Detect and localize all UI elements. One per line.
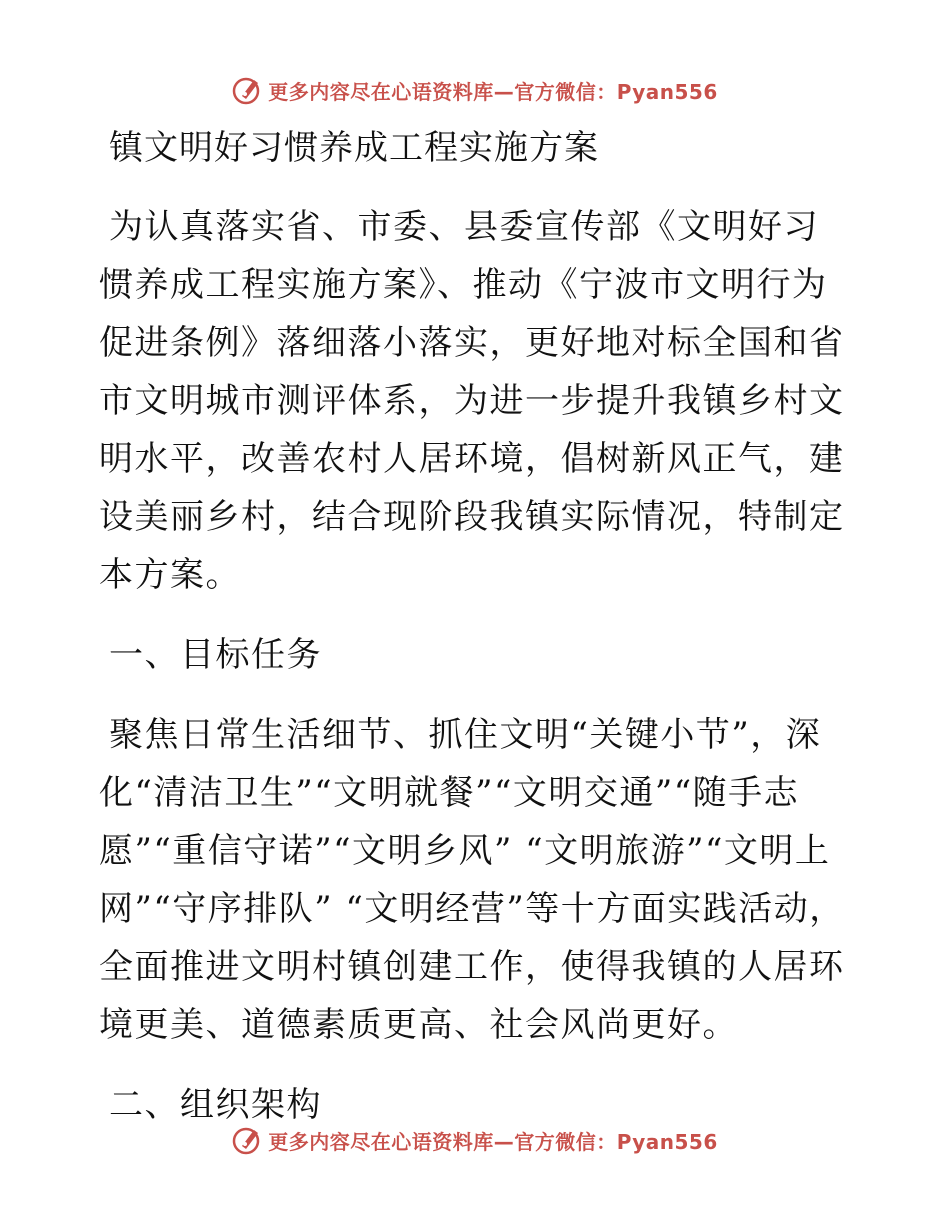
watermark-text: 更多内容尽在心语资料库—官方微信：Pyan556 — [268, 1129, 718, 1154]
goals-paragraph: 聚焦日常生活细节、抓住文明“关键小节”，深化“清洁卫生”“文明就餐”“文明交通”“随手志愿”“重信守诺”“文明乡风” “文明旅游”“文明上网”“守序排队” “文明经营”等十方面实践活动，全面推进文明村镇创建工作，使得我镇的人居环境更美、道德素质更高、社会风尚更好。 — [99, 715, 845, 1045]
watermark-footer — [0, 1120, 950, 1160]
document-title: 镇文明好习惯养成工程实施方案 — [109, 128, 599, 168]
section-heading-goals: 一、目标任务 — [109, 635, 322, 675]
watermark-text: 更多内容尽在心语资料库—官方微信：Pyan556 — [268, 79, 718, 104]
watermark-header — [0, 70, 950, 110]
intro-paragraph: 为认真落实省、市委、县委宣传部《文明好习惯养成工程实施方案》、推动《宁波市文明行为促进条例》落细落小落实，更好地对标全国和省市文明城市测评体系，为进一步提升我镇乡村文明水平，改善农村人居环境，倡树新风正气，建设美丽乡村，结合现阶段我镇实际情况，特制定本方案。 — [99, 207, 845, 595]
section-heading-organization: 二、组织架构 — [109, 1085, 322, 1125]
document-body — [99, 120, 854, 1134]
pen-nib-circle-icon — [232, 1124, 264, 1156]
pen-nib-circle-icon — [232, 74, 264, 106]
